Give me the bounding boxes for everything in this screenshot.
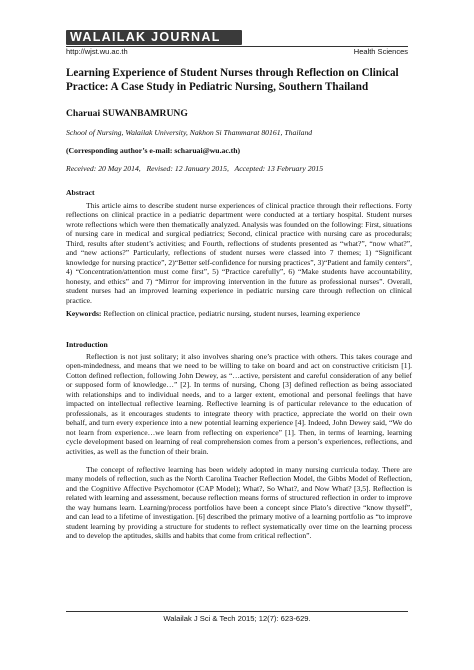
author-name: Charuai SUWANBAMRUNG: [66, 108, 188, 119]
abstract-heading: Abstract: [66, 188, 95, 197]
footer-rule: [66, 611, 408, 612]
abstract-text: This article aims to describe student nurse experiences of clinical practice through their reflections. Forty reflections on clinical practice in a pediatric department were conducted at a tertiary hospital. Student nurses wrote reflections which were then thematically analyzed. Analysis was founded on the following: First, situations of nursing care in medical and surgical pediatrics; Second, clinical practice with nursing care as procedurals; Third, results after student’s activities; and Fourth, reflections of students presented as “what?”, “now what?”, and “new actions?” Particularly, reflections of student nurses were classed into 7 themes; 1) “Significant knowledge for nursing practice”, 2)“Better self-confidence for nursing practices”, 3)“Patient and family centers”, 4) “Concentration/attention must come first”, 5) “Practice carefully”, 6) “Make students have accountability, honesty, and ethics” and 7) “Mirror for improving intervention in the future as professional nurses”. Overall, student nurses had an improved learning experience in pediatric nursing care through reflection on clinical practice.: [66, 201, 412, 305]
author-affiliation: School of Nursing, Walailak University, Nakhon Si Thammarat 80161, Thailand: [66, 128, 313, 137]
journal-logo: WALAILAK JOURNAL: [66, 30, 242, 45]
intro-paragraph-2: The concept of reflective learning has been widely adopted in many nursing curricula today. There are many models of reflection, such as the North Carolina Teacher Reflection Model, the Gibbs Model of Reflection, and the Cognitive Affective Psychomotor (CAP Model); What?, So What?, and Now What? [3,5]. Reflection is related with learning and assessment, because reflection means forms of structured reflection in order to improve the way humans learn. Learning/process portfolios have been a concept since Plato’s directive “know thyself”, and can lead to a lifetime of investigation. [6] described the primary motive of a learning portfolio as “to improve student learning by providing a structure for students to reflect systematically over time on the learning process and to develop the aptitudes, skills and habits that come from critical reflection”.: [66, 465, 412, 541]
article-dates: Received: 20 May 2014, Revised: 12 January 2015, Accepted: 13 February 2015: [66, 164, 324, 173]
intro-paragraph-1: Reflection is not just solitary; it also involves sharing one’s practice with others. This takes courage and open-mindedness, and means that we need to be willing to take on board and act on constructive criticism [1]. Cotton defined reflection, following John Dewey, as “…active, persistent and careful consideration of any belief or supposed form of knowledge…” [2]. In terms of nursing, Chong [3] defined reflection as being associated with relationships and to individual needs, and to a larger extent, emotional and personal feelings that have impacted on intellectual reflective learning. Reflective learning is of particular relevance to the education of professionals, as it encourages students to integrate theory with practice, appreciate the world on their own behalf, and turn every experience into a new potential learning experience [4]. Indeed, John Dewey said, “We do not learn from experience…we learn from reflecting on experience” [1]. Then, in terms of learning, learning cycle development based on learning of real comprehension comes from a person’s experiences, reflections, and activities, as well as the function of their brain.: [66, 352, 412, 456]
journal-url[interactable]: http://wjst.wu.ac.th: [66, 47, 128, 56]
keywords-text: Reflection on clinical practice, pediatric nursing, student nurses, learning experience: [103, 309, 361, 318]
corresponding-email: (Corresponding author’s e-mail: scharuai@wu.ac.th): [66, 146, 241, 155]
keywords-label: Keywords:: [66, 309, 102, 318]
section-label: Health Sciences: [353, 47, 408, 56]
article-title: Learning Experience of Student Nurses through Reflection on Clinical Practice: A Case Study in Pediatric Nursing, Southern Thailand: [66, 67, 399, 93]
footer-citation: Walailak J Sci & Tech 2015; 12(7): 623-629.: [163, 614, 311, 623]
introduction-heading: Introduction: [66, 340, 108, 349]
keywords-line: [66, 309, 412, 319]
